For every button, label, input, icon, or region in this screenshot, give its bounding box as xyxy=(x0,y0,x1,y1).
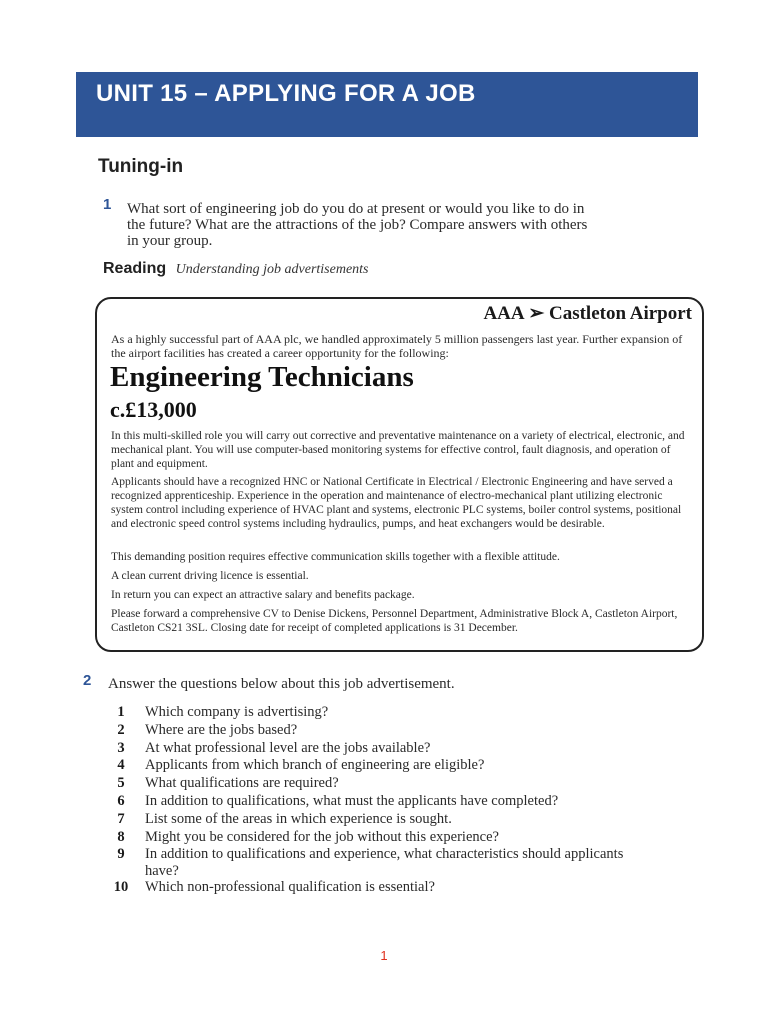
list-item-text: In addition to qualifications, what must the applicants have completed? xyxy=(145,792,559,809)
list-item-number: 2 xyxy=(117,721,125,738)
list-item xyxy=(108,722,668,740)
list-item-number: 5 xyxy=(117,775,125,792)
advert-paragraph-role: In this multi-skilled role you will carry out corrective and preventative maintenance on a variety of electrical, electronic, and mechanical plant. You will use computer-based monitoring systems for effective control, fault diagnosis, and operation of plant and equipment. xyxy=(111,430,685,470)
question-2-number: 2 xyxy=(83,672,92,689)
question-1-line-1: What sort of engineering job do you do at present or would you like to do in xyxy=(127,201,585,217)
list-item xyxy=(108,879,668,897)
list-item-text: At what professional level are the jobs available? xyxy=(145,739,431,756)
list-item-number: 4 xyxy=(117,757,125,774)
list-item-number: 6 xyxy=(117,792,125,809)
list-item-number: 8 xyxy=(117,828,125,845)
list-item-number: 9 xyxy=(117,846,125,863)
job-advertisement xyxy=(95,297,704,652)
list-item-number: 1 xyxy=(117,704,125,720)
advert-intro: As a highly successful part of AAA plc, we handled approximately 5 million passengers last year. Further expansion of the airport facilities has created a career opportunity for the following: xyxy=(111,332,683,360)
question-1-number: 1 xyxy=(103,196,112,213)
list-item xyxy=(108,740,668,758)
advert-paragraph-skills: This demanding position requires effective communication skills together with a flexible attitude. xyxy=(111,551,560,563)
list-item xyxy=(108,757,668,775)
advert-paragraph-benefits: In return you can expect an attractive salary and benefits package. xyxy=(111,589,415,601)
list-item-text: What qualifications are required? xyxy=(145,775,339,792)
list-item-text: Which company is advertising? xyxy=(145,704,329,720)
reading-label: Reading xyxy=(103,260,167,277)
advert-paragraph-licence: A clean current driving licence is essential. xyxy=(111,570,309,582)
list-item-text: List some of the areas in which experience is sought. xyxy=(145,810,452,827)
list-item xyxy=(108,811,668,829)
list-item-text: Where are the jobs based? xyxy=(145,721,298,738)
unit-banner xyxy=(76,72,698,137)
advert-paragraph-application: Please forward a comprehensive CV to Denise Dickens, Personnel Department, Administrative Block A, Castleton Airport, Castleton CS21 3SL. Closing date for receipt of completed applications is 31 December. xyxy=(111,608,678,634)
question-1-line-3: in your group. xyxy=(127,233,213,249)
reading-subtitle: Understanding job advertisements xyxy=(175,262,369,277)
question-list xyxy=(108,704,668,897)
question-2-instruction: Answer the questions below about this job advertisement. xyxy=(108,676,455,692)
list-item xyxy=(108,704,668,722)
advert-job-title: Engineering Technicians xyxy=(110,361,414,393)
page-number: 1 xyxy=(380,948,388,963)
list-item-number: 3 xyxy=(117,739,125,756)
advert-salary: c.£13,000 xyxy=(110,397,197,422)
list-item-number: 10 xyxy=(113,879,129,896)
list-item-text: In addition to qualifications and experience, what characteristics should applicants have? xyxy=(145,846,624,880)
tuning-in-heading: Tuning-in xyxy=(98,156,184,177)
list-item xyxy=(108,775,668,793)
reading-heading xyxy=(103,260,369,278)
list-item-text: Which non-professional qualification is essential? xyxy=(145,879,435,896)
list-item xyxy=(108,829,668,847)
list-item-number: 7 xyxy=(117,810,125,827)
question-1-line-2: the future? What are the attractions of the job? Compare answers with others xyxy=(127,217,588,233)
list-item-text: Applicants from which branch of engineering are eligible? xyxy=(145,757,485,774)
list-item xyxy=(108,793,668,811)
advert-paragraph-requirements: Applicants should have a recognized HNC or National Certificate in Electrical / Electronic Engineering and have served a recognized apprenticeship. Experience in the operation and maintenance of electro-mechanical plant utilizing electronic system control including experience of HVAC plant and systems, electronic PLC systems, boiler control systems, positional and electronic speed control systems including hydraulics, pumps, and heat exchangers would be desirable. xyxy=(111,476,682,530)
list-item xyxy=(108,846,668,879)
advert-company: AAA ➢ Castleton Airport xyxy=(483,303,692,324)
unit-title: UNIT 15 – APPLYING FOR A JOB xyxy=(96,80,476,107)
list-item-text: Might you be considered for the job without this experience? xyxy=(145,828,499,845)
